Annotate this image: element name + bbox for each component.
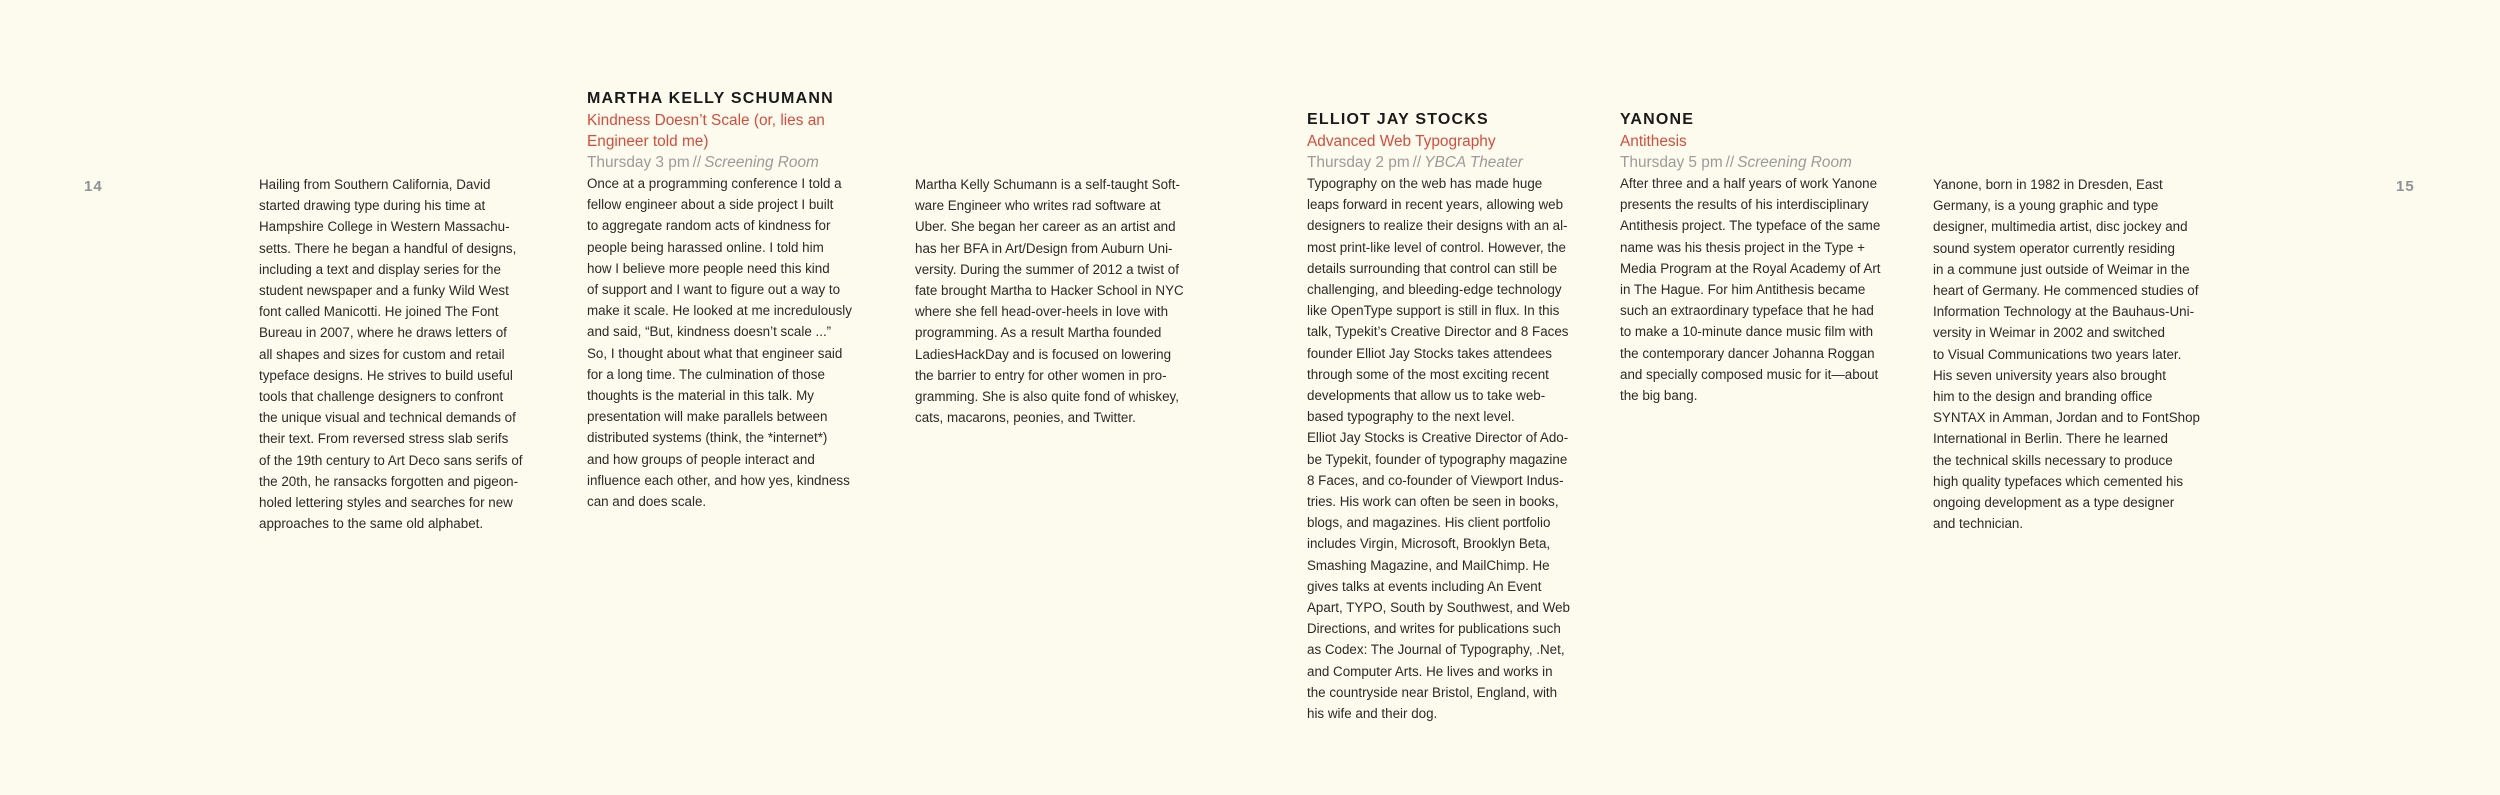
text-line: the big bang. xyxy=(1620,388,1698,404)
speaker-name: YANONE xyxy=(1620,111,1695,128)
text-line: Uber. She began her career as an artist and xyxy=(915,219,1176,235)
text-line: such an extraordinary typeface that he had xyxy=(1620,303,1874,319)
text-line: cats, macarons, peonies, and Twitter. xyxy=(915,410,1136,426)
text-line: 8 Faces, and co-founder of Viewport Indus- xyxy=(1307,472,1564,488)
david-bio xyxy=(259,174,522,534)
text-line: their text. From reversed stress slab serifs xyxy=(259,431,509,447)
page-number-left: 14 xyxy=(84,178,103,195)
text-line: programming. As a result Martha founded xyxy=(915,325,1162,341)
text-line: After three and a half years of work Yanone xyxy=(1620,176,1878,191)
text-line: Hampshire College in Western Massachu- xyxy=(259,219,510,235)
text-line: Antithesis xyxy=(1620,133,1687,150)
separator: // xyxy=(692,154,702,171)
text-line: for a long time. The culmination of those xyxy=(587,366,825,382)
talk-abstract xyxy=(1620,173,1881,406)
text-line: Hailing from Southern California, David xyxy=(259,177,491,192)
text-line: make it scale. He looked at me incredulously xyxy=(587,303,852,319)
text-line: Martha Kelly Schumann is a self-taught Soft- xyxy=(915,177,1180,192)
talk-title xyxy=(1307,131,1570,152)
text-line: SYNTAX in Amman, Jordan and to FontShop xyxy=(1933,410,2200,426)
text-line: versity in Weimar in 2002 and switched xyxy=(1933,325,2165,341)
text-line: and how groups of people interact and xyxy=(587,451,815,467)
text-line: blogs, and magazines. His client portfolio xyxy=(1307,515,1551,531)
text-line: Media Program at the Royal Academy of Art xyxy=(1620,260,1881,276)
session-time xyxy=(1307,152,1570,173)
day-time: Thursday 3 pm xyxy=(587,154,690,171)
text-line: founder Elliot Jay Stocks takes attendees xyxy=(1307,345,1552,361)
text-line: typeface designs. He strives to build useful xyxy=(259,367,513,383)
text-line: Bureau in 2007, where he draws letters of xyxy=(259,325,507,341)
yanone-session xyxy=(1620,109,1881,406)
talk-abstract xyxy=(1307,173,1570,724)
text-line: heart of Germany. He commenced studies of xyxy=(1933,283,2199,299)
day-time: Thursday 2 pm xyxy=(1307,154,1410,171)
text-line: includes Virgin, Microsoft, Brooklyn Beta, xyxy=(1307,536,1551,552)
text-line: people being harassed online. I told him xyxy=(587,239,824,255)
session-time xyxy=(587,152,852,173)
text-line: where she fell head-over-heels in love with xyxy=(915,304,1169,320)
text-line: Once at a programming conference I told a xyxy=(587,176,842,191)
room: Screening Room xyxy=(704,154,819,171)
text-line: versity. During the summer of 2012 a twist of xyxy=(915,261,1179,277)
text-line: fate brought Martha to Hacker School in NYC xyxy=(915,283,1184,299)
room: Screening Room xyxy=(1737,154,1852,171)
martha-session xyxy=(587,88,852,512)
speaker-name: MARTHA KELLY SCHUMANN xyxy=(587,90,834,107)
text-line: setts. There he began a handful of designs, xyxy=(259,240,517,256)
text-line: name was his thesis project in the Type + xyxy=(1620,239,1866,255)
text-line: and said, “But, kindness doesn’t scale ...” xyxy=(587,324,832,340)
text-line: talk, Typekit’s Creative Director and 8 Faces xyxy=(1307,324,1569,340)
text-line: tries. His work can often be seen in books, xyxy=(1307,494,1559,510)
text-line: how I believe more people need this kind xyxy=(587,260,830,276)
text-line: him to the design and branding office xyxy=(1933,389,2153,405)
text-line: tools that challenge designers to confront xyxy=(259,389,504,405)
text-line: of support and I want to figure out a way to xyxy=(587,282,841,298)
text-line: the countryside near Bristol, England, with xyxy=(1307,684,1558,700)
text-line: influence each other, and how yes, kindness xyxy=(587,472,850,488)
text-line: including a text and display series for the xyxy=(259,261,501,277)
text-line: So, I thought about what that engineer said xyxy=(587,345,843,361)
text-line: Smashing Magazine, and MailChimp. He xyxy=(1307,557,1550,573)
text-line: his wife and their dog. xyxy=(1307,706,1438,722)
text-line: Elliot Jay Stocks is Creative Director of Ado- xyxy=(1307,430,1569,446)
text-line: through some of the most exciting recent xyxy=(1307,366,1549,382)
text-line: font called Manicotti. He joined The Font xyxy=(259,304,499,320)
text-line: Yanone, born in 1982 in Dresden, East xyxy=(1933,177,2163,192)
text-line: has her BFA in Art/Design from Auburn Uni- xyxy=(915,240,1173,256)
text-line: Engineer told me) xyxy=(587,133,709,150)
text-line: and technician. xyxy=(1933,516,2024,532)
text-line: the unique visual and technical demands of xyxy=(259,410,516,426)
text-line: Typography on the web has made huge xyxy=(1307,176,1543,191)
text-line: leaps forward in recent years, allowing web xyxy=(1307,197,1564,213)
text-line: the 20th, he ransacks forgotten and pigeon- xyxy=(259,473,519,489)
yanone-bio xyxy=(1933,174,2200,534)
session-time xyxy=(1620,152,1881,173)
text-line: sound system operator currently residing xyxy=(1933,240,2175,256)
day-time: Thursday 5 pm xyxy=(1620,154,1723,171)
text-line: ware Engineer who writes rad software at xyxy=(915,198,1161,214)
text-line: developments that allow us to take web- xyxy=(1307,388,1546,404)
text-line: distributed systems (think, the *internet*) xyxy=(587,430,828,446)
room: YBCA Theater xyxy=(1424,154,1523,171)
text-line: like OpenType support is still in flux. In this xyxy=(1307,303,1560,319)
text-line: presentation will make parallels between xyxy=(587,409,828,425)
text-line: the contemporary dancer Johanna Roggan xyxy=(1620,345,1875,361)
text-line: can and does scale. xyxy=(587,494,707,510)
text-line: of the 19th century to Art Deco sans serifs of xyxy=(259,452,523,468)
text-line: details surrounding that control can still be xyxy=(1307,260,1558,276)
separator: // xyxy=(1725,154,1735,171)
page-number-right: 15 xyxy=(2396,178,2415,195)
text-line: Germany, is a young graphic and type xyxy=(1933,198,2159,214)
text-line: His seven university years also brought xyxy=(1933,367,2166,383)
text-line: designers to realize their designs with an al- xyxy=(1307,218,1568,234)
text-line: Kindness Doesn’t Scale (or, lies an xyxy=(587,112,825,129)
text-line: student newspaper and a funky Wild West xyxy=(259,283,509,299)
text-line: challenging, and bleeding-edge technology xyxy=(1307,282,1562,298)
text-line: designer, multimedia artist, disc jockey and xyxy=(1933,219,2188,235)
text-line: approaches to the same old alphabet. xyxy=(259,516,484,532)
speaker-name: ELLIOT JAY STOCKS xyxy=(1307,111,1489,128)
talk-title xyxy=(587,110,852,152)
text-line: Apart, TYPO, South by Southwest, and Web xyxy=(1307,600,1571,616)
text-line: thoughts is the material in this talk. My xyxy=(587,388,814,404)
text-line: presents the results of his interdisciplinary xyxy=(1620,197,1869,213)
text-line: all shapes and sizes for custom and retail xyxy=(259,346,505,362)
text-line: Antithesis project. The typeface of the same xyxy=(1620,218,1881,234)
text-line: in a commune just outside of Weimar in the xyxy=(1933,261,2190,277)
text-line: to Visual Communications two years later. xyxy=(1933,346,2182,362)
text-line: Advanced Web Typography xyxy=(1307,133,1496,150)
text-line: started drawing type during his time at xyxy=(259,198,486,214)
text-line: based typography to the next level. xyxy=(1307,409,1515,425)
text-line: high quality typefaces which cemented his xyxy=(1933,473,2184,489)
text-line: and Computer Arts. He lives and works in xyxy=(1307,663,1553,679)
text-line: to aggregate random acts of kindness for xyxy=(587,218,831,234)
text-line: holed lettering styles and searches for new xyxy=(259,495,513,511)
text-line: to make a 10-minute dance music film with xyxy=(1620,324,1874,340)
text-line: LadiesHackDay and is focused on lowering xyxy=(915,346,1172,362)
talk-abstract xyxy=(587,173,852,512)
elliot-session xyxy=(1307,109,1570,724)
text-line: International in Berlin. There he learned xyxy=(1933,431,2168,447)
text-line: as Codex: The Journal of Typography, .Net, xyxy=(1307,642,1565,658)
text-line: in The Hague. For him Antithesis became xyxy=(1620,282,1866,298)
text-line: gives talks at events including An Event xyxy=(1307,578,1542,594)
text-line: the barrier to entry for other women in pro- xyxy=(915,367,1167,383)
talk-title xyxy=(1620,131,1881,152)
martha-bio xyxy=(915,174,1184,428)
text-line: Information Technology at the Bauhaus-Uni- xyxy=(1933,304,2195,320)
separator: // xyxy=(1412,154,1422,171)
text-line: and specially composed music for it—about xyxy=(1620,366,1879,382)
text-line: gramming. She is also quite fond of whiskey, xyxy=(915,389,1179,405)
text-line: be Typekit, founder of typography magazine xyxy=(1307,451,1568,467)
text-line: fellow engineer about a side project I built xyxy=(587,197,834,213)
text-line: the technical skills necessary to produce xyxy=(1933,452,2173,468)
text-line: ongoing development as a type designer xyxy=(1933,495,2175,511)
text-line: Directions, and writes for publications such xyxy=(1307,621,1561,637)
text-line: most print-like level of control. However, the xyxy=(1307,239,1566,255)
